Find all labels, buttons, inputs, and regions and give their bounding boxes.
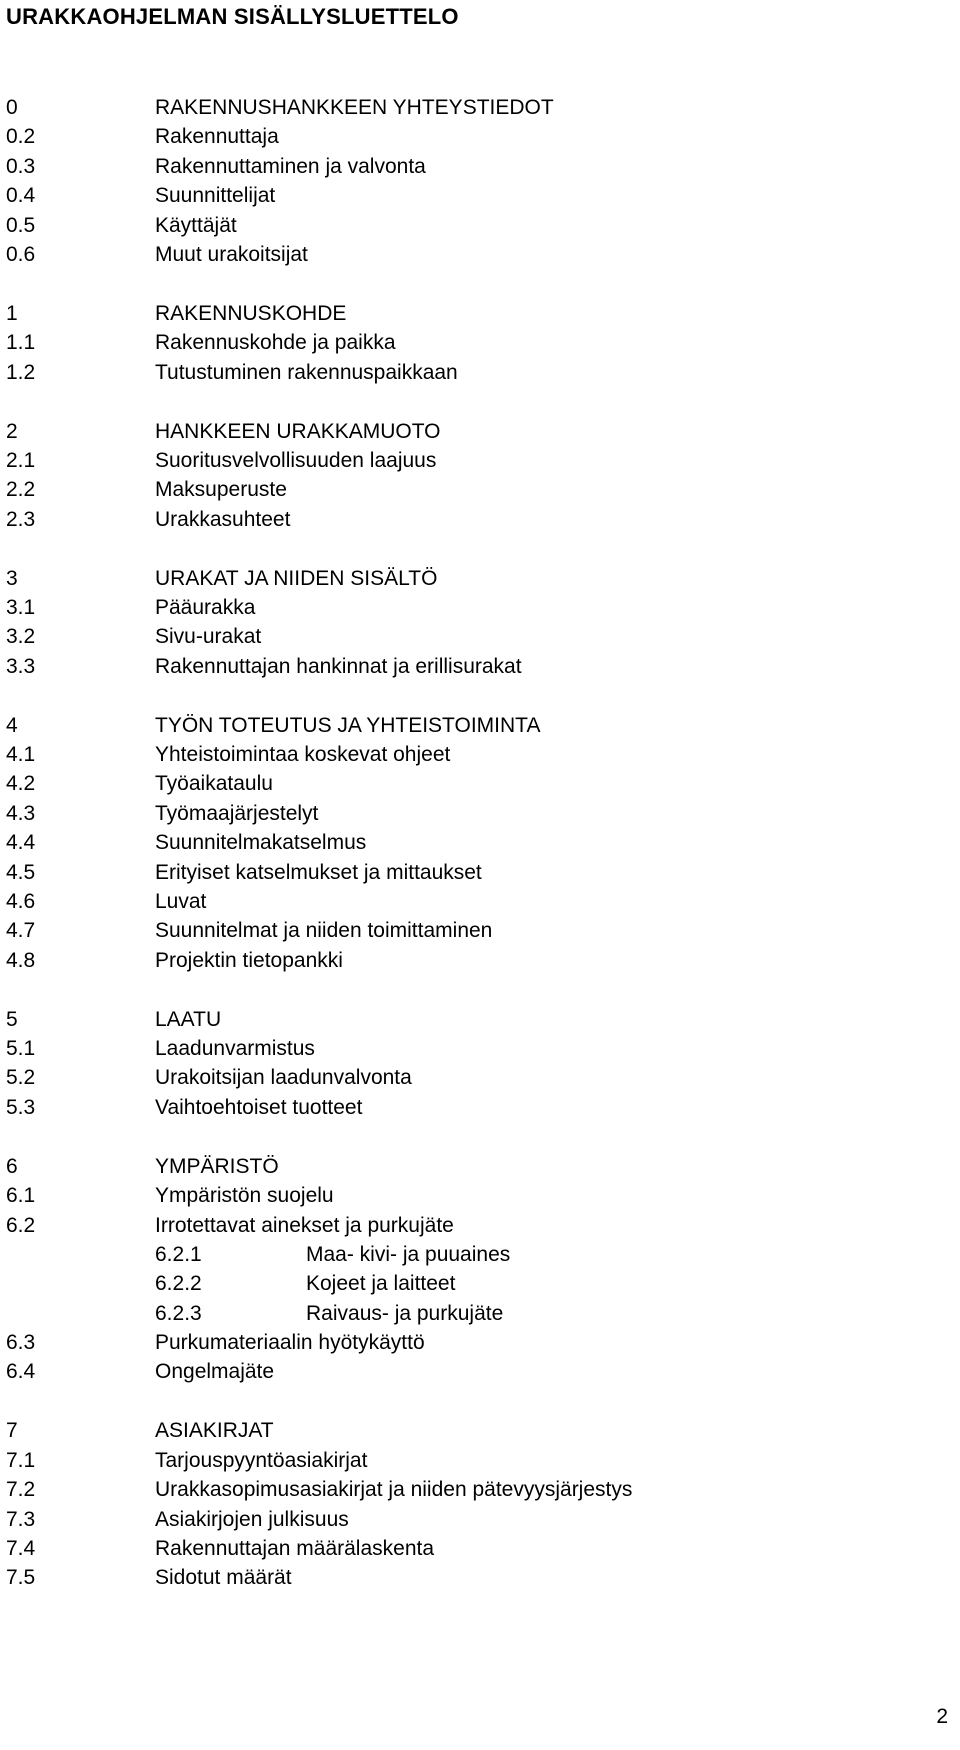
toc-label: Rakennuttaminen ja valvonta — [155, 154, 426, 178]
toc-item — [6, 211, 946, 240]
toc-section-heading — [6, 1005, 946, 1034]
toc-label: Maa- kivi- ja puuaines — [306, 1242, 511, 1266]
toc-label: LAATU — [155, 1007, 222, 1031]
toc-subitem — [6, 1299, 946, 1328]
toc-section-heading — [6, 299, 946, 328]
toc-number: 0.3 — [6, 154, 36, 178]
toc-item — [6, 446, 946, 475]
toc-section — [6, 299, 946, 387]
toc-number: 2.2 — [6, 478, 36, 502]
toc-item — [6, 1034, 946, 1063]
toc-item — [6, 799, 946, 828]
toc-number: 0.4 — [6, 184, 36, 208]
toc-number: 4.4 — [6, 831, 36, 855]
toc-item — [6, 1328, 946, 1357]
toc-label: Laadunvarmistus — [155, 1037, 315, 1061]
toc-label: RAKENNUSHANKKEEN YHTEYSTIEDOT — [155, 96, 554, 119]
toc-label: RAKENNUSKOHDE — [155, 301, 347, 325]
toc-number: 4.5 — [6, 860, 36, 884]
toc-label: Pääurakka — [155, 595, 256, 619]
toc-number: 1.1 — [6, 331, 36, 355]
toc-item — [6, 1181, 946, 1210]
toc-number: 0.6 — [6, 242, 36, 266]
toc-number: 4.3 — [6, 801, 36, 825]
toc-item — [6, 181, 946, 210]
toc-number: 5 — [6, 1007, 18, 1031]
toc-number: 3.2 — [6, 625, 36, 649]
toc-section — [6, 1152, 946, 1387]
toc-label: Irrotettavat ainekset ja purkujäte — [155, 1213, 454, 1237]
toc-number: 3.3 — [6, 654, 36, 678]
toc-label: Yhteistoimintaa koskevat ohjeet — [155, 743, 451, 767]
toc-label: Urakoitsijan laadunvalvonta — [155, 1066, 412, 1090]
toc-label: Ympäristön suojelu — [155, 1184, 334, 1208]
toc-label: Projektin tietopankki — [155, 948, 343, 972]
toc-label: URAKAT JA NIIDEN SISÄLTÖ — [155, 566, 438, 590]
toc-item — [6, 240, 946, 269]
toc-label: Raivaus- ja purkujäte — [306, 1301, 504, 1325]
toc-number: 6.1 — [6, 1184, 36, 1208]
toc-number: 7.4 — [6, 1536, 36, 1560]
toc-number: 6.2.3 — [155, 1301, 202, 1325]
toc-number: 1.2 — [6, 360, 36, 384]
toc-item — [6, 740, 946, 769]
toc-number: 7.5 — [6, 1566, 36, 1590]
toc-label: Maksuperuste — [155, 478, 287, 502]
toc-section — [6, 711, 946, 976]
toc-label: Urakkasuhteet — [155, 507, 291, 531]
toc-label: ASIAKIRJAT — [155, 1419, 274, 1443]
toc-label: Muut urakoitsijat — [155, 242, 308, 266]
toc-number: 4.7 — [6, 919, 36, 943]
toc-label: Käyttäjät — [155, 213, 237, 237]
toc-label: HANKKEEN URAKKAMUOTO — [155, 419, 441, 443]
toc-item — [6, 1063, 946, 1092]
toc-number: 5.2 — [6, 1066, 36, 1090]
toc-number: 3.1 — [6, 595, 36, 619]
toc-item — [6, 1475, 946, 1504]
toc-label: Suunnitelmakatselmus — [155, 831, 367, 855]
toc-section-heading — [6, 1152, 946, 1181]
toc-subitem — [6, 1240, 946, 1269]
toc-number: 6.2 — [6, 1213, 36, 1237]
toc-item — [6, 769, 946, 798]
toc-number: 7.1 — [6, 1448, 36, 1472]
toc-item — [6, 828, 946, 857]
toc-label: Sidotut määrät — [155, 1566, 292, 1590]
toc-label: Työmaajärjestelyt — [155, 801, 319, 825]
toc-number: 6.2.1 — [155, 1242, 202, 1266]
toc-number: 3 — [6, 566, 18, 590]
toc-item — [6, 358, 946, 387]
toc-number: 2.1 — [6, 448, 36, 472]
toc-number: 0 — [6, 96, 18, 119]
toc-number: 6 — [6, 1154, 18, 1178]
toc-label: Kojeet ja laitteet — [306, 1272, 456, 1296]
page-number: 2 — [936, 1705, 948, 1728]
toc-section — [6, 564, 946, 682]
toc-item — [6, 328, 946, 357]
toc-label: Rakennuttajan määrälaskenta — [155, 1536, 435, 1560]
toc-label: Luvat — [155, 889, 207, 913]
toc-item — [6, 946, 946, 975]
toc-number: 6.4 — [6, 1360, 36, 1384]
toc-section — [6, 1005, 946, 1123]
toc-section-heading — [6, 93, 946, 122]
toc-label: Suoritusvelvollisuuden laajuus — [155, 448, 437, 472]
toc-label: Sivu-urakat — [155, 625, 262, 649]
toc-item — [6, 652, 946, 681]
toc-number: 1 — [6, 301, 18, 325]
toc-label: Suunnitelmat ja niiden toimittaminen — [155, 919, 493, 943]
toc-label: Urakkasopimusasiakirjat ja niiden pätevyysjärjestys — [155, 1478, 633, 1502]
toc-section-heading — [6, 417, 946, 446]
toc-section — [6, 417, 946, 535]
toc-item — [6, 1446, 946, 1475]
toc-label: Tutustuminen rakennuspaikkaan — [155, 360, 458, 384]
toc-item — [6, 152, 946, 181]
toc-label: Vaihtoehtoiset tuotteet — [155, 1095, 363, 1119]
toc-number: 2 — [6, 419, 18, 443]
toc-label: Asiakirjojen julkisuus — [155, 1507, 349, 1531]
toc-label: Rakennuskohde ja paikka — [155, 331, 396, 355]
toc-number: 5.3 — [6, 1095, 36, 1119]
toc-label: Rakennuttaja — [155, 125, 279, 149]
toc-label: TYÖN TOTEUTUS JA YHTEISTOIMINTA — [155, 713, 541, 737]
toc-section — [6, 1416, 946, 1592]
toc-number: 6.2.2 — [155, 1272, 202, 1296]
toc-number: 2.3 — [6, 507, 36, 531]
toc-number: 0.5 — [6, 213, 36, 237]
toc-item — [6, 593, 946, 622]
toc-number: 4.6 — [6, 889, 36, 913]
toc-label: Ongelmajäte — [155, 1360, 275, 1384]
toc-label: Erityiset katselmukset ja mittaukset — [155, 860, 482, 884]
page-title: URAKKAOHJELMAN SISÄLLYSLUETTELO — [6, 4, 459, 29]
toc-item — [6, 1357, 946, 1386]
toc-label: Rakennuttajan hankinnat ja erillisurakat — [155, 654, 522, 678]
toc-label: YMPÄRISTÖ — [155, 1154, 279, 1178]
toc-item — [6, 1563, 946, 1592]
toc-number: 0.2 — [6, 125, 36, 149]
toc-label: Tarjouspyyntöasiakirjat — [155, 1448, 368, 1472]
toc-label: Purkumateriaalin hyötykäyttö — [155, 1331, 425, 1355]
toc-number: 7.2 — [6, 1478, 36, 1502]
toc-number: 4.8 — [6, 948, 36, 972]
toc-item — [6, 1534, 946, 1563]
toc-section — [6, 93, 946, 269]
toc-number: 4.2 — [6, 772, 36, 796]
toc-label: Suunnittelijat — [155, 184, 276, 208]
toc-number: 7 — [6, 1419, 18, 1443]
toc-item — [6, 916, 946, 945]
toc-item — [6, 1093, 946, 1122]
toc-subitem — [6, 1269, 946, 1298]
toc-number: 4.1 — [6, 743, 36, 767]
toc-item — [6, 1505, 946, 1534]
toc-number: 4 — [6, 713, 18, 737]
toc-section-heading — [6, 711, 946, 740]
toc-item — [6, 858, 946, 887]
toc-item — [6, 505, 946, 534]
toc-item — [6, 887, 946, 916]
toc-section-heading — [6, 1416, 946, 1445]
toc-item — [6, 1211, 946, 1240]
toc-item — [6, 622, 946, 651]
toc-section-heading — [6, 564, 946, 593]
toc-number: 7.3 — [6, 1507, 36, 1531]
toc-number: 6.3 — [6, 1331, 36, 1355]
toc-label: Työaikataulu — [155, 772, 273, 796]
toc-item — [6, 122, 946, 151]
table-of-contents — [6, 93, 946, 1622]
toc-number: 5.1 — [6, 1037, 36, 1061]
toc-item — [6, 475, 946, 504]
